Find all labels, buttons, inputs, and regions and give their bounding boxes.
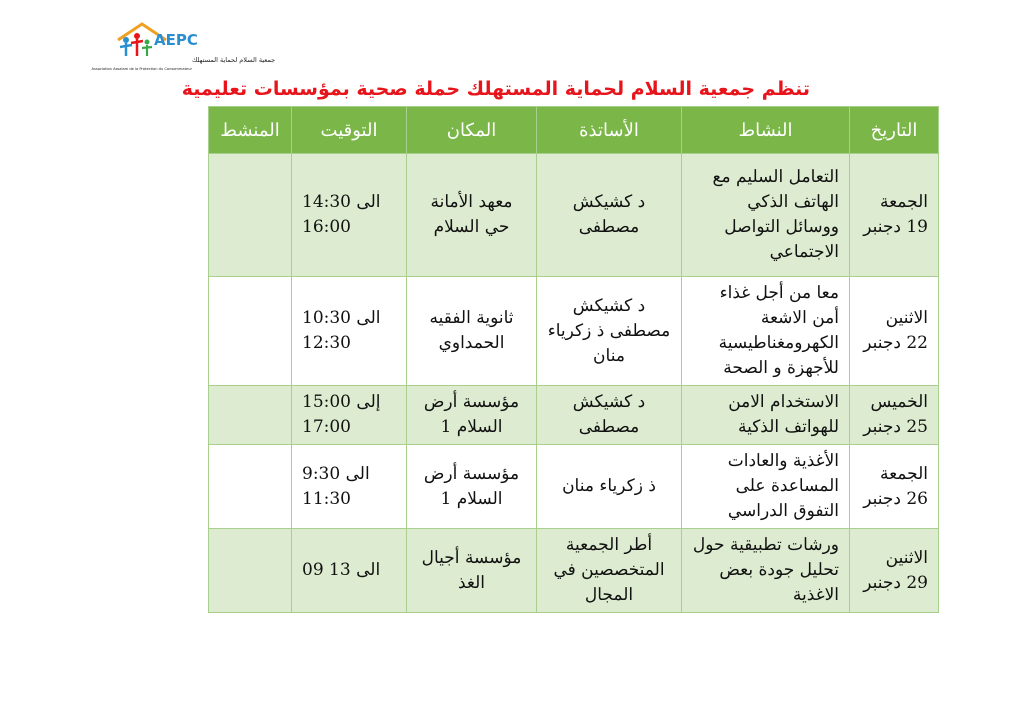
cell-activity: الاستخدام الامن للهواتف الذكية xyxy=(682,386,850,445)
table-row xyxy=(209,277,939,386)
header-place: المكان xyxy=(407,107,537,154)
cell-date: الاثنين 22 دجنبر xyxy=(850,277,939,386)
cell-activity: معا من أجل غذاء أمن الاشعة الكهرومغناطيسية للأجهزة و الصحة xyxy=(682,277,850,386)
cell-date: الخميس 25 دجنبر xyxy=(850,386,939,445)
table-header-row xyxy=(209,107,939,154)
cell-animator xyxy=(209,154,292,277)
logo-caption-fr: Association Assalam de la Protection du Consommateur xyxy=(91,67,192,71)
header-animator: المنشط xyxy=(209,107,292,154)
cell-place: ثانوية الفقيه الحمداوي xyxy=(407,277,537,386)
cell-date: الجمعة 26 دجنبر xyxy=(850,445,939,529)
cell-animator xyxy=(209,277,292,386)
cell-professors: ذ زكرياء منان xyxy=(537,445,682,529)
logo-text: AEPC xyxy=(154,31,198,49)
cell-place: مؤسسة أرض السلام 1 xyxy=(407,445,537,529)
cell-time: 14:30 الى 16:00 xyxy=(292,154,407,277)
cell-activity: التعامل السليم مع الهاتف الذكي ووسائل التواصل الاجتماعي xyxy=(682,154,850,277)
cell-animator xyxy=(209,445,292,529)
cell-professors: د كشيكش مصطفى xyxy=(537,386,682,445)
cell-time: 9:30 الى 11:30 xyxy=(292,445,407,529)
cell-time: 09 الى 13 xyxy=(292,529,407,613)
cell-date: الاثنين 29 دجنبر xyxy=(850,529,939,613)
cell-animator xyxy=(209,529,292,613)
cell-place: مؤسسة أجيال الغذ xyxy=(407,529,537,613)
cell-activity: ورشات تطبيقية حول تحليل جودة بعض الاغذية xyxy=(682,529,850,613)
logo-caption-ar: جمعية السلام لحماية المستهلك xyxy=(192,56,276,64)
association-logo xyxy=(91,18,276,74)
cell-activity: الأغذية والعادات المساعدة على التفوق الدراسي xyxy=(682,445,850,529)
cell-time: 10:30 الى 12:30 xyxy=(292,277,407,386)
page-title: تنظم جمعية السلام لحماية المستهلك حملة صحية بمؤسسات تعليمية xyxy=(181,78,810,100)
cell-time: 15:00 إلى 17:00 xyxy=(292,386,407,445)
cell-animator xyxy=(209,386,292,445)
cell-place: مؤسسة أرض السلام 1 xyxy=(407,386,537,445)
cell-date: الجمعة 19 دجنبر xyxy=(850,154,939,277)
header-time: التوقيت xyxy=(292,107,407,154)
header-date: التاريخ xyxy=(850,107,939,154)
header-activity: النشاط xyxy=(682,107,850,154)
schedule-table xyxy=(208,106,939,613)
table-row xyxy=(209,445,939,529)
cell-professors: د كشيكش مصطفى ذ زكرياء منان xyxy=(537,277,682,386)
table-row xyxy=(209,386,939,445)
table-row xyxy=(209,154,939,277)
cell-professors: د كشيكش مصطفى xyxy=(537,154,682,277)
cell-place: معهد الأمانة حي السلام xyxy=(407,154,537,277)
table-row xyxy=(209,529,939,613)
header-professors: الأساتذة xyxy=(537,107,682,154)
cell-professors: أطر الجمعية المتخصصين في المجال xyxy=(537,529,682,613)
